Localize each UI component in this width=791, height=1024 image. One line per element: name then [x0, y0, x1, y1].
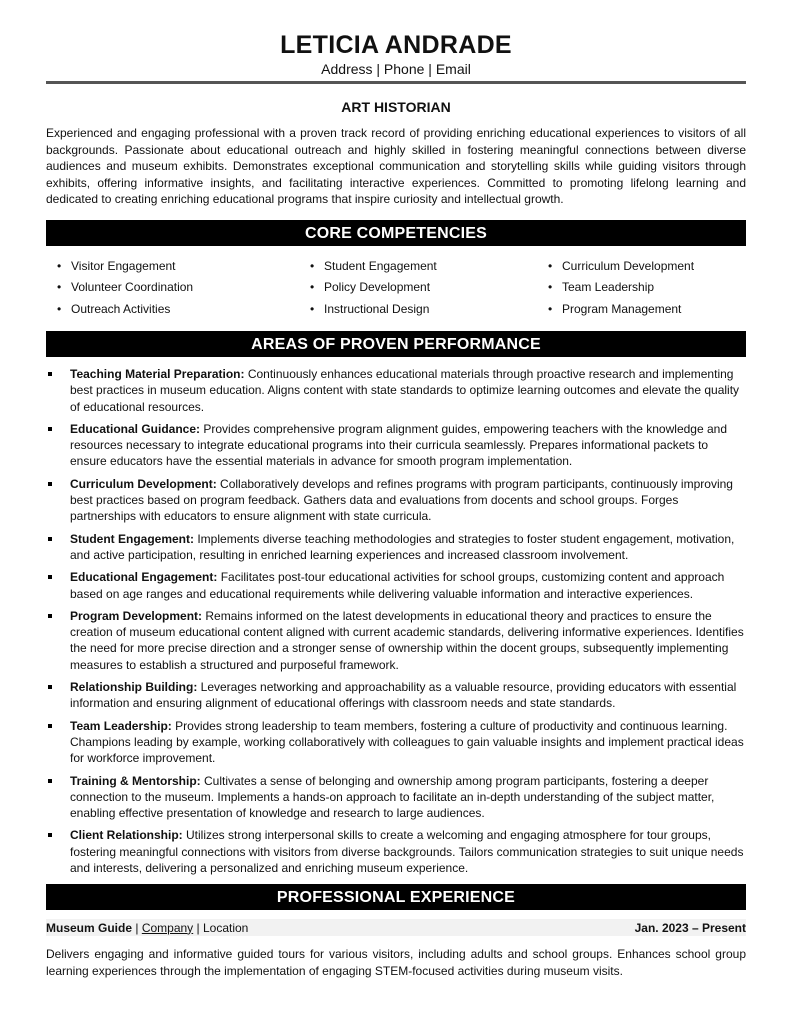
competencies-column-2 — [302, 256, 540, 321]
contact-line: Address | Phone | Email — [321, 61, 471, 77]
square-bullet-icon — [48, 685, 52, 689]
bullet-icon: • — [57, 258, 62, 273]
bullet-icon: • — [310, 280, 315, 294]
performance-label: Educational Engagement: — [70, 570, 218, 585]
separator: | — [193, 920, 203, 935]
square-bullet-icon — [48, 779, 52, 783]
header-divider — [46, 81, 746, 84]
competency-item: • Curriculum Development — [540, 256, 740, 278]
performance-label: Student Engagement: — [70, 531, 195, 546]
performance-text: Implements diverse teaching methodologies and strategies to foster student engagement, motivation, and active participation, resulting in enriched learning experiences and increased classroom involvement. — [70, 531, 735, 562]
section-heading-core-competencies: CORE COMPETENCIES — [46, 220, 746, 246]
performance-label: Relationship Building: — [70, 680, 198, 695]
job-meta — [46, 921, 248, 935]
bullet-icon: • — [548, 258, 553, 273]
square-bullet-icon — [48, 427, 52, 431]
bullet-icon: • — [310, 258, 315, 273]
square-bullet-icon — [48, 372, 52, 376]
performance-item — [46, 679, 746, 712]
performance-label: Teaching Material Preparation: — [70, 367, 245, 381]
performance-item — [46, 718, 746, 767]
job-description: Delivers engaging and informative guided tours for various visitors, including adults and school groups. Enhances school group learning experiences through the implementation of engaging STEM-focused activities during museum visits. — [46, 947, 746, 978]
performance-text: Collaboratively develops and refines programs with program participants, continuously improving best practices based on program feedback. Gathers data and evaluations from docents and school groups. Forges partnerships with educators to ensure alignment with state curricula. — [70, 476, 733, 524]
performance-label: Educational Guidance: — [70, 421, 201, 436]
competencies-column-3 — [540, 256, 740, 321]
performance-item — [46, 476, 746, 525]
candidate-name: LETICIA ANDRADE — [280, 31, 512, 59]
resume-page — [46, 0, 746, 979]
bullet-icon: • — [548, 301, 553, 316]
performance-text: Provides comprehensive program alignment guides, empowering teachers with the knowledge and resources necessary to integrate educational programs into their curricula seamlessly. Prepares informational packets to ensure educators have the essential materials in advance for smooth program implementation. — [70, 421, 727, 469]
job-title: ART HISTORIAN — [341, 99, 451, 115]
competency-item: • Outreach Activities — [49, 299, 302, 321]
competency-item: • Policy Development — [302, 277, 540, 299]
performance-text: Leverages networking and approachability as a valuable resource, providing educators with essential information and ensuring alignment of educational offerings with classroom needs and state standards. — [70, 680, 737, 711]
square-bullet-icon — [48, 724, 52, 728]
bullet-icon: • — [310, 301, 315, 316]
performance-text: Facilitates post-tour educational activities for school groups, customizing content and approach based on age ranges and educational requirements while delivering valuable information and interactive experiences. — [70, 570, 725, 601]
performance-label: Client Relationship: — [70, 828, 183, 843]
bullet-icon: • — [57, 301, 62, 316]
performance-text: Remains informed on the latest developments in educational theory and practices to ensure the creation of museum educational content aligned with current academic standards, delivering informative experiences. Identifies the need for more precise direction and a stronger sense of ownership within the docent groups, subsequently implementing measures to establish a structured and purposeful framework. — [70, 608, 744, 672]
performance-text: Continuously enhances educational materials through proactive research and implementing best practices in museum education. Aligns content with state standards to optimize learning outcomes and elevate the quality of educational resources. — [70, 367, 740, 414]
performance-item — [46, 608, 746, 673]
performance-label: Training & Mentorship: — [70, 773, 201, 788]
separator: | — [132, 920, 142, 935]
competency-item: • Program Management — [540, 299, 740, 321]
job-company: Company — [141, 920, 194, 935]
section-heading-professional-experience: PROFESSIONAL EXPERIENCE — [46, 884, 746, 910]
performance-item — [46, 366, 746, 415]
job-role: Museum Guide — [46, 920, 133, 935]
bullet-icon: • — [57, 280, 62, 294]
bullet-icon: • — [548, 280, 553, 294]
performance-label: Curriculum Development: — [70, 476, 217, 491]
job-header — [46, 919, 746, 936]
square-bullet-icon — [48, 575, 52, 579]
square-bullet-icon — [48, 537, 52, 541]
performance-label: Program Development: — [70, 608, 203, 623]
performance-item — [46, 421, 746, 470]
competency-item: • Visitor Engagement — [49, 256, 302, 278]
section-heading-areas-of-performance: AREAS OF PROVEN PERFORMANCE — [46, 331, 746, 357]
square-bullet-icon — [48, 833, 52, 837]
square-bullet-icon — [48, 482, 52, 486]
performance-label: Team Leadership: — [70, 718, 172, 733]
summary-paragraph: Experienced and engaging professional with a proven track record of providing enriching educational experiences to visitors of all backgrounds. Passionate about educational outreach and highly skilled in fostering meaningful connections between diverse audiences and museum exhibits. Demonstrates exceptional communication and storytelling skills while guiding visitors through exhibits, offering informative insights, and facilitating interactive experiences. Committed to promoting lifelong learning and dedicated to creating enriching educational programs that inspire curiosity and intellectual growth. — [46, 126, 746, 206]
job-location: Location — [202, 920, 249, 935]
performance-item — [46, 531, 746, 564]
performance-list — [46, 366, 746, 876]
performance-item — [46, 569, 746, 602]
competency-item: • Team Leadership — [540, 277, 740, 299]
competencies-grid — [46, 256, 746, 321]
competency-item: • Student Engagement — [302, 256, 540, 278]
performance-text: Provides strong leadership to team members, fostering a culture of productivity and continuous learning. Champions leading by example, working collaboratively with colleagues to gain valuable insights and implement practical ideas for workforce improvement. — [70, 718, 744, 766]
performance-text: Cultivates a sense of belonging and ownership among program participants, fostering a deeper connection to the museum. Implements a hands-on approach to facilitate an in-depth understanding of the subject matter, enabling effective presentation of knowledge and research to large audiences. — [70, 773, 715, 821]
performance-text: Utilizes strong interpersonal skills to create a welcoming and engaging atmosphere for tour groups, fostering meaningful connections with visitors from diverse backgrounds. Tailors communication strategies to suit unique needs and interests, delivering a personalized and enriching museum experience. — [70, 828, 744, 876]
performance-item — [46, 773, 746, 822]
competency-item: • Instructional Design — [302, 299, 540, 321]
performance-item — [46, 827, 746, 876]
competencies-column-1 — [49, 256, 302, 321]
job-dates: Jan. 2023 – Present — [634, 920, 746, 935]
square-bullet-icon — [48, 614, 52, 618]
competency-item: • Volunteer Coordination — [49, 277, 302, 299]
